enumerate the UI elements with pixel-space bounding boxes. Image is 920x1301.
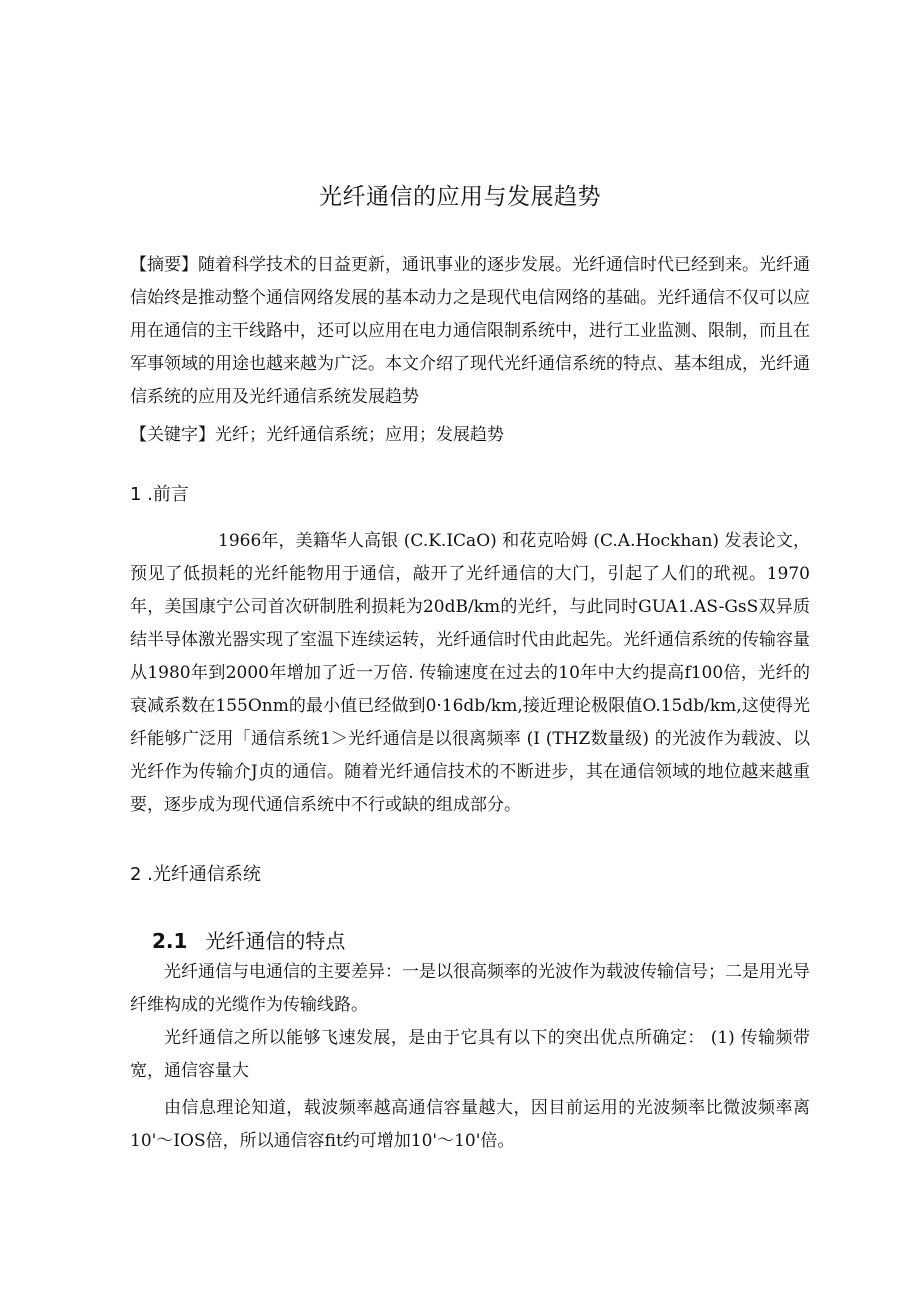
page-title: 光纤通信的应用与发展趋势 — [319, 184, 601, 210]
section-2-heading: 2 .光纤通信系统 — [130, 864, 261, 885]
keywords-line: 【关键字】光纤；光纤通信系统；应用；发展趋势 — [130, 425, 504, 445]
subsection-2-1-paragraph-3: 由信息理论知道，载波频率越高通信容量越大，因目前运用的光波频率比微波频率离10'～IOS倍，所以通信容fit约可增加10'～10'倍。 — [130, 1098, 810, 1151]
subsection-2-1-paragraph-2: 光纤通信之所以能够飞速发展，是由于它具有以下的突出优点所确定： (1) 传输频带宽，通信容量大 — [130, 1028, 810, 1081]
section-1-heading: 1 .前言 — [130, 484, 189, 505]
subsection-number: 2.1 — [152, 929, 188, 953]
subsection-2-1-paragraph-1: 光纤通信与电通信的主要差异：一是以很高频率的光波作为载波传输信号；二是用光导纤维构成的光缆作为传输线路。 — [130, 962, 810, 1015]
section-1-body: 1966年，美籍华人高银 (C.K.ICaO) 和花克哈姆 (C.A.Hockhan) 发表论文，预见了低损耗的光纤能物用于通信，敲开了光纤通信的大门，引起了人们的玳视。1970年，美国康宁公司首次研制胜利损耗为20dB/km的光纤，与此同时GUA1.AS-GsS双异质结半导体激光器实现了室温下连续运转，光纤通信时代由此起先。光纤通信系统的传输容量从1980年到2000年增加了近一万倍. 传输速度在过去的10年中大约提高f100倍，光纤的衰减系数在155Onm的最小值已经做到0·16db/km,接近理论极限值O.15db/km,这使得光纤能够广泛用「通信系统1＞光纤通信是以很离频率 (I (THZ数量级) 的光波作为载波、以光纤作为传输介J贞的通信。随着光纤通信技术的不断进步，其在通信领域的地位越来越重要，逐步成为现代通信系统中不行或缺的组成部分。 — [130, 531, 810, 815]
subsection-2-1-heading — [152, 925, 345, 954]
subsection-title: 光纤通信的特点 — [205, 929, 346, 953]
abstract-paragraph: 【摘要】随着科学技术的日益更新，通讯事业的逐步发展。光纤通信时代已经到来。光纤通信始终是推动整个通信网络发展的基本动力之是现代电信网络的基础。光纤通信不仅可以应用在通信的主干线路中，还可以应用在电力通信限制系统中，进行工业监测、限制，而且在军事领域的用途也越来越为广泛。本文介绍了现代光纤通信系统的特点、基本组成，光纤通信系统的应用及光纤通信系统发展趋势 — [130, 255, 810, 407]
